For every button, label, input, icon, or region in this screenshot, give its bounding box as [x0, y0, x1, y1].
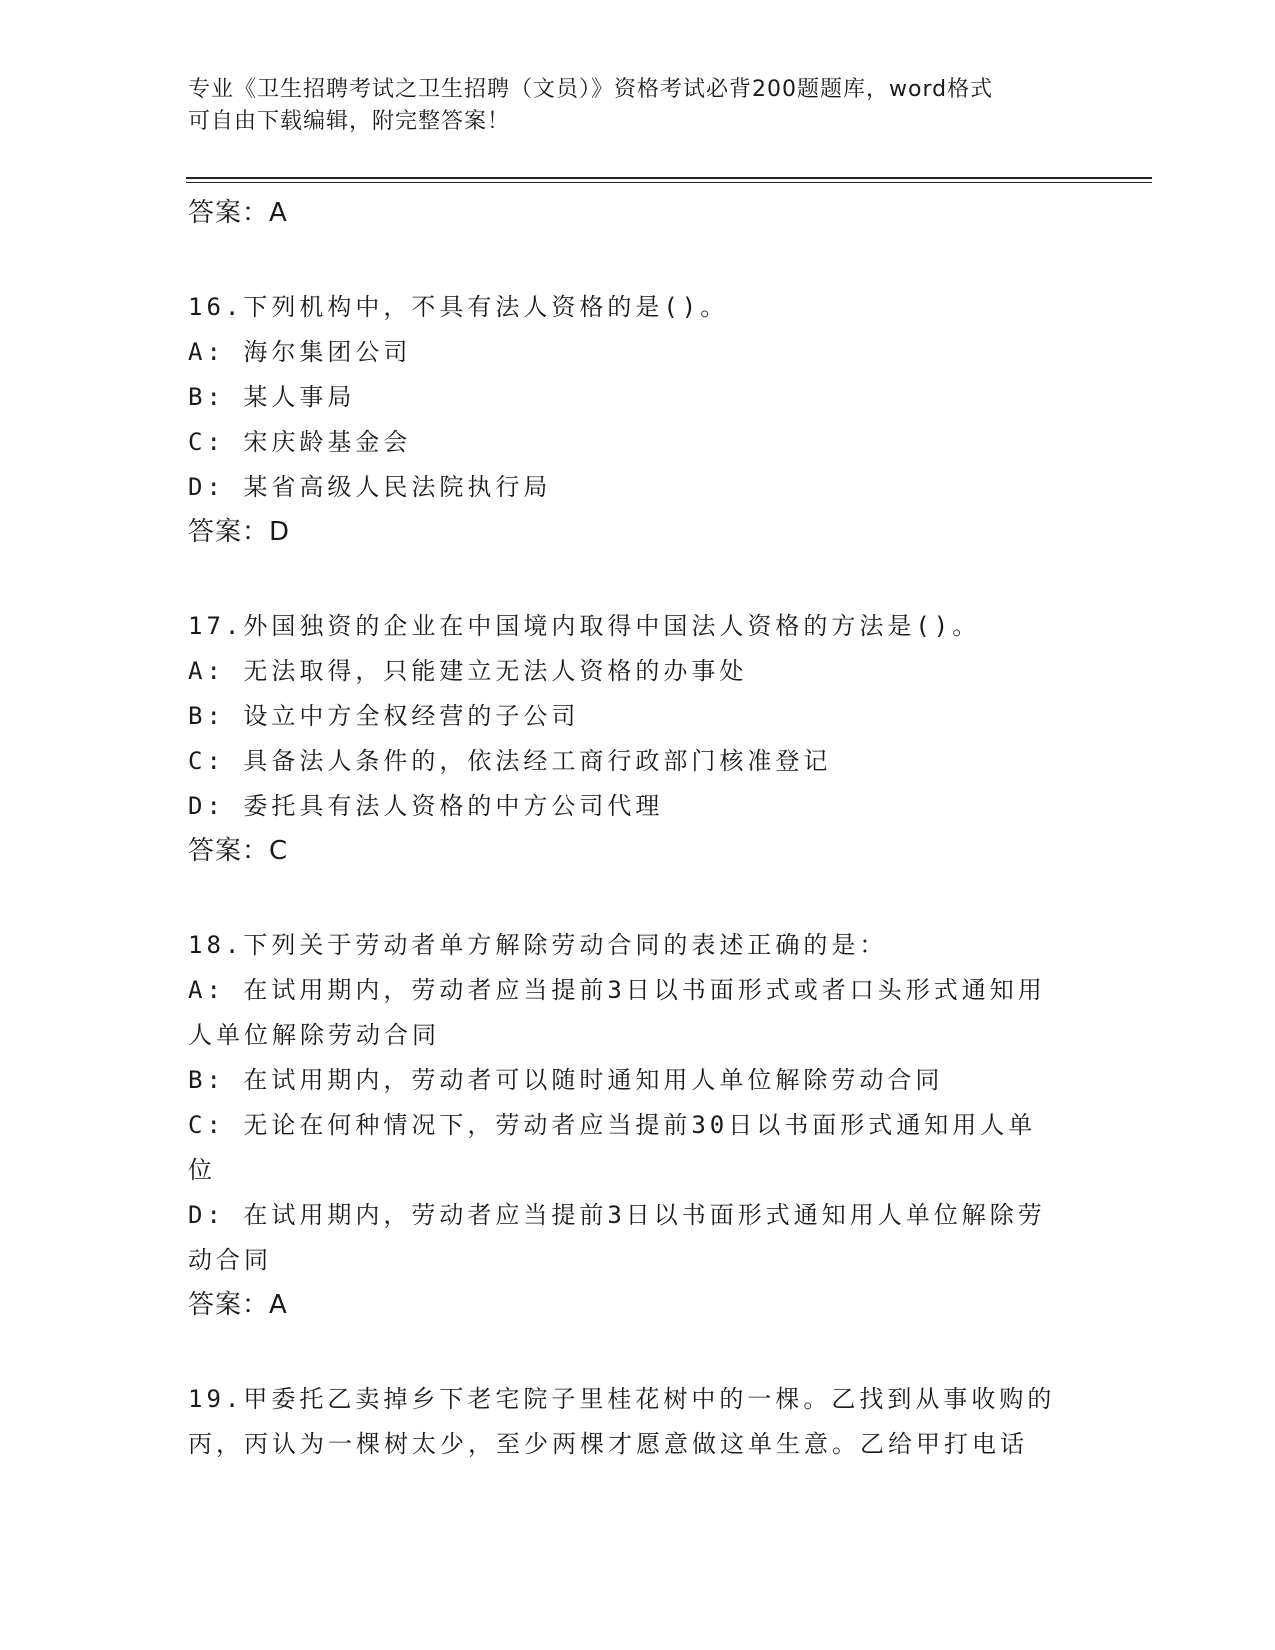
option-b: B: 设立中方全权经营的子公司: [188, 702, 580, 730]
option-d: D: 委托具有法人资格的中方公司代理: [188, 792, 664, 820]
question-17: [188, 604, 1068, 873]
option-a-line-2: 人单位解除劳动合同: [188, 1021, 440, 1049]
answer: 答案：A: [188, 1290, 288, 1320]
document-header: [188, 74, 1058, 138]
question-text-line-2: 丙，丙认为一棵树太少，至少两棵才愿意做这单生意。乙给甲打电话: [188, 1430, 1028, 1458]
question-18: [188, 923, 1068, 1327]
option-a: A: 无法取得，只能建立无法人资格的办事处: [188, 657, 748, 685]
option-c: C: 宋庆龄基金会: [188, 428, 412, 456]
option-b: B: 某人事局: [188, 383, 356, 411]
header-line-1: 专业《卫生招聘考试之卫生招聘（文员）》资格考试必背200题题库，word格式: [188, 77, 994, 102]
answer-15: 答案：A: [188, 198, 288, 228]
question-text: 17.外国独资的企业在中国境内取得中国法人资格的方法是()。: [188, 612, 981, 640]
option-a-line-1: A: 在试用期内，劳动者应当提前3日以书面形式或者口头形式通知用: [188, 976, 1046, 1004]
question-16: [188, 285, 1068, 554]
option-d: D: 某省高级人民法院执行局: [188, 473, 552, 501]
question-text-line-1: 19.甲委托乙卖掉乡下老宅院子里桂花树中的一棵。乙找到从事收购的: [188, 1385, 1056, 1413]
question-content: [188, 191, 1068, 1467]
option-b: B: 在试用期内，劳动者可以随时通知用人单位解除劳动合同: [188, 1066, 944, 1094]
option-c-line-1: C: 无论在何种情况下，劳动者应当提前30日以书面形式通知用人单: [188, 1111, 1037, 1139]
question-19: [188, 1377, 1068, 1467]
header-rule-thick: [186, 177, 1152, 179]
option-a: A: 海尔集团公司: [188, 338, 412, 366]
answer: 答案：C: [188, 836, 289, 866]
option-d-line-2: 动合同: [188, 1246, 272, 1274]
question-text: 16.下列机构中，不具有法人资格的是()。: [188, 293, 729, 321]
header-line-2: 可自由下载编辑，附完整答案！: [188, 109, 511, 134]
option-c: C: 具备法人条件的，依法经工商行政部门核准登记: [188, 747, 832, 775]
question-text: 18.下列关于劳动者单方解除劳动合同的表述正确的是：: [188, 931, 888, 959]
header-rule-thin: [186, 182, 1152, 183]
option-c-line-2: 位: [188, 1156, 216, 1184]
answer: 答案：D: [188, 517, 291, 547]
option-d-line-1: D: 在试用期内，劳动者应当提前3日以书面形式通知用人单位解除劳: [188, 1201, 1046, 1229]
